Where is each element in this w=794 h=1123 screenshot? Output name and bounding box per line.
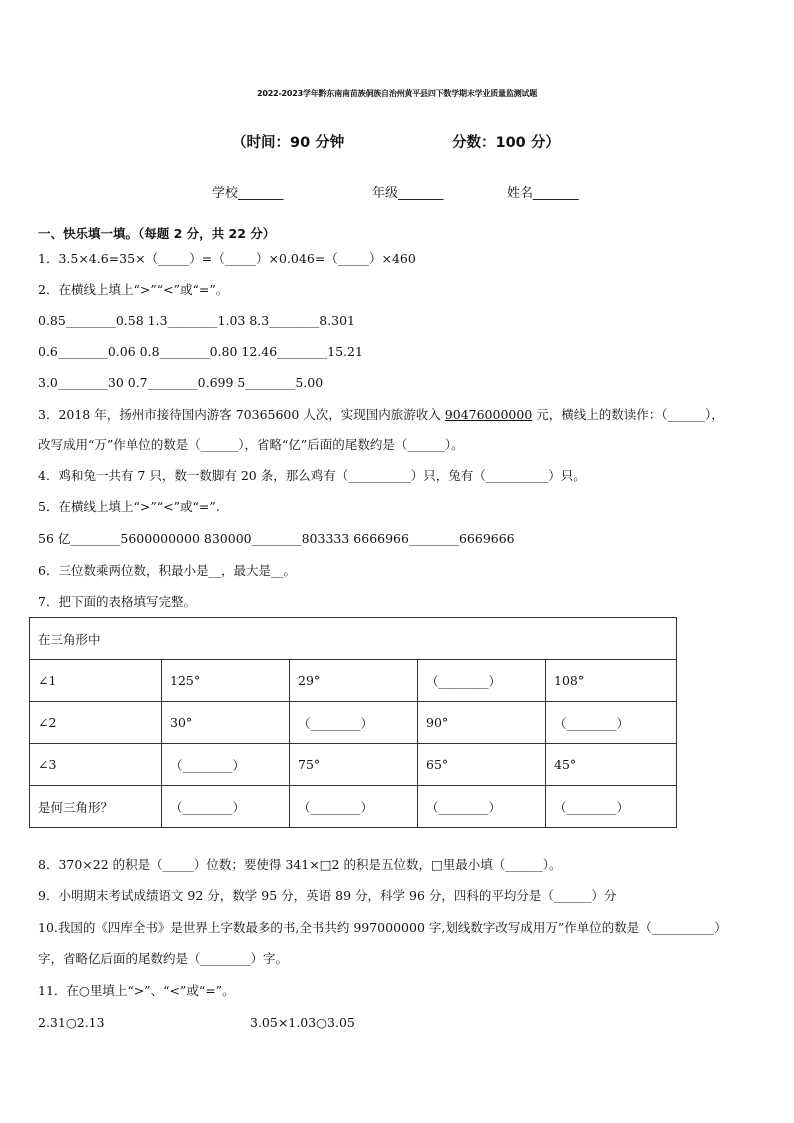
table-cell: 75° [290, 744, 418, 786]
table-cell: 108° [546, 660, 677, 702]
question-1: 1．3.5×4.6=35×（_____）=（_____）×0.046=（_____）×460 [38, 251, 416, 266]
table-cell: 90° [418, 702, 546, 744]
table-cell: （________） [418, 660, 546, 702]
question-3-line-1 [38, 407, 724, 423]
grade-field: 年级_______ [372, 186, 444, 201]
question-3-line-2: 改写成用“万”作单位的数是（______），省略“亿”后面的尾数约是（______）。 [38, 437, 464, 452]
question-2: 2．在横线上填上“>”“<”或“=”。 [38, 282, 229, 297]
table-cell: 29° [290, 660, 418, 702]
page-title: 2022-2023学年黔东南南苗族侗族自治州黄平县四下数学期末学业质量监测试题 [256, 89, 538, 98]
table-header: 在三角形中 [30, 618, 677, 660]
table-cell: 125° [162, 660, 290, 702]
table-cell: ∠3 [30, 744, 162, 786]
table-header-row [30, 618, 677, 660]
table-row [30, 744, 677, 786]
question-5: 5．在横线上填上“>”“<”或“=”. [38, 499, 220, 514]
school-field: 学校_______ [212, 186, 284, 201]
exam-time: （时间：90 分钟 [232, 135, 345, 151]
underlined-number: 90476000000 [444, 407, 533, 422]
exam-score: 分数：100 分） [452, 135, 560, 151]
table-cell: （________） [546, 702, 677, 744]
table-cell: 65° [418, 744, 546, 786]
question-2-row-1: 0.85________0.58 1.3________1.03 8.3________8.301 [38, 313, 355, 328]
table-row [30, 702, 677, 744]
table-cell: （________） [546, 786, 677, 828]
question-9: 9．小明期末考试成绩语文 92 分，数学 95 分，英语 89 分，科学 96 分，四科的平均分是（______）分 [38, 888, 617, 903]
question-10-line-1: 10.我国的《四库全书》是世界上字数最多的书,全书共约 997000000 字,划线数字改写成用万”作单位的数是（__________） [38, 920, 727, 935]
question-11: 11．在○里填上“>”、“<”或“=”。 [38, 983, 235, 998]
question-3-text-end: 元，横线上的数读作：（______）， [532, 407, 724, 422]
table-cell: ∠1 [30, 660, 162, 702]
question-2-row-3: 3.0________30 0.7________0.699 5________5.00 [38, 375, 324, 390]
table-cell: 是何三角形？ [30, 786, 162, 828]
question-10-line-2: 字，省略亿后面的尾数约是（________）字。 [38, 951, 289, 966]
table-row [30, 660, 677, 702]
question-4: 4．鸡和兔一共有 7 只，数一数脚有 20 条，那么鸡有（__________）只，兔有（__________）只。 [38, 468, 586, 483]
table-cell: 30° [162, 702, 290, 744]
question-11-item-2: 3.05×1.03○3.05 [250, 1015, 355, 1030]
name-field: 姓名_______ [507, 186, 579, 201]
table-cell: （________） [418, 786, 546, 828]
question-5-row: 56 亿________5600000000 830000________803333 6666966________6669666 [38, 531, 515, 546]
table-cell: （________） [162, 744, 290, 786]
table-cell: （________） [290, 786, 418, 828]
question-11-item-1: 2.31○2.13 [38, 1015, 105, 1030]
question-7: 7．把下面的表格填写完整。 [38, 594, 196, 609]
table-cell: （________） [162, 786, 290, 828]
question-6: 6．三位数乘两位数，积最小是__，最大是__。 [38, 563, 296, 578]
table-cell: 45° [546, 744, 677, 786]
table-row [30, 786, 677, 828]
table-cell: ∠2 [30, 702, 162, 744]
question-3-text: 3．2018 年，扬州市接待国内游客 70365600 人次，实现国内旅游收入 [38, 407, 445, 422]
table-cell: （________） [290, 702, 418, 744]
question-2-row-2: 0.6________0.06 0.8________0.80 12.46________15.21 [38, 344, 363, 359]
question-8: 8．370×22 的积是（_____）位数；要使得 341×□2 的积是五位数，□里最小填（______）。 [38, 857, 562, 872]
section-heading: 一、快乐填一填。（每题 2 分，共 22 分） [38, 226, 276, 241]
triangle-table [29, 617, 677, 828]
